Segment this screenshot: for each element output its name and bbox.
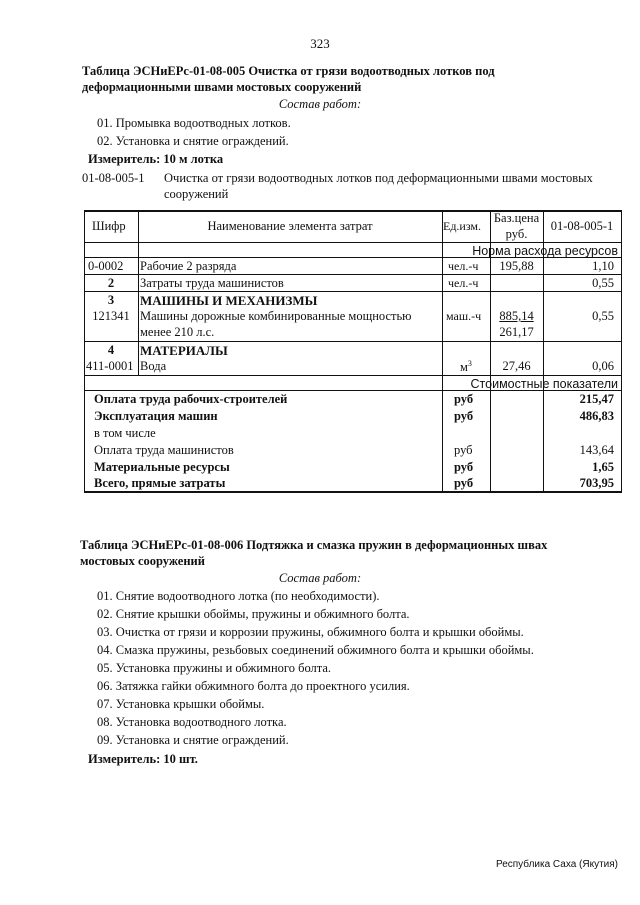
- table1-description-line2: сооружений: [164, 187, 229, 201]
- row-value: 0,55: [592, 309, 614, 323]
- table2-work-item: 04. Смазка пружины, резьбовых соединений обжимного болта и крышки обоймы.: [97, 643, 534, 657]
- cost-value: 143,64: [579, 443, 614, 457]
- row-name: Затраты труда машинистов: [140, 276, 284, 290]
- table-rule: [84, 291, 622, 292]
- cost-name: Эксплуатация машин: [94, 409, 218, 423]
- header-code: Шифр: [92, 219, 126, 233]
- norm-subheader: Норма расхода ресурсов: [472, 244, 618, 258]
- footer-region: Республика Саха (Якутия): [495, 859, 618, 870]
- table2-work-item: 06. Затяжка гайки обжимного болта до проектного усилия.: [97, 679, 410, 693]
- row-unit: чел.-ч: [448, 259, 479, 273]
- table-rule: [84, 274, 622, 275]
- row-price-line2: 261,17: [499, 325, 534, 339]
- table2-work-item: 03. Очистка от грязи и коррозии пружины, обжимного болта и крышки обоймы.: [97, 625, 524, 639]
- header-price-line1: Баз.цена: [493, 211, 540, 225]
- table-col-rule: [442, 210, 443, 493]
- row-price: 195,88: [499, 259, 534, 273]
- table1-work-item: 01. Промывка водоотводных лотков.: [97, 116, 291, 130]
- table1-description-line1: Очистка от грязи водоотводных лотков под деформационными швами мостовых: [164, 171, 593, 185]
- row-price: 27,46: [502, 359, 531, 373]
- table1-caption-line2: деформационными швами мостовых сооружений: [82, 80, 362, 94]
- table2-work-item: 08. Установка водоотводного лотка.: [97, 715, 287, 729]
- cost-name: Оплата труда машинистов: [94, 443, 234, 457]
- table-col-rule: [138, 210, 139, 376]
- table1-work-item: 02. Установка и снятие ограждений.: [97, 134, 289, 148]
- header-norm: 01-08-005-1: [550, 219, 614, 233]
- cost-value: 1,65: [592, 460, 614, 474]
- cost-unit: руб: [454, 460, 474, 474]
- table1-sostav-heading: Состав работ:: [278, 97, 362, 111]
- row-unit: $м^3$: [460, 359, 472, 375]
- table2-caption-line1: Таблица ЭСНиЕРс-01-08-006 Подтяжка и смазка пружин в деформационных швах: [80, 538, 548, 552]
- table1-code: 01-08-005-1: [82, 171, 145, 185]
- row-code: 2: [107, 276, 115, 290]
- cost-name: в том числе: [94, 426, 156, 440]
- row-name-line1: Машины дорожные комбинированные мощностью: [140, 309, 412, 323]
- section-code: 4: [107, 343, 115, 357]
- header-price-line2: руб.: [505, 227, 528, 241]
- cost-name: Всего, прямые затраты: [94, 476, 226, 490]
- row-price-line1: 885,14: [499, 309, 534, 323]
- cost-value: 703,95: [579, 476, 614, 490]
- cost-value: 486,83: [579, 409, 614, 423]
- cost-name: Оплата труда рабочих-строителей: [94, 392, 288, 406]
- section-code: 3: [107, 293, 115, 307]
- cost-name: Материальные ресурсы: [94, 460, 230, 474]
- header-name: Наименование элемента затрат: [207, 219, 373, 233]
- table2-work-item: 02. Снятие крышки обоймы, пружины и обжимного болта.: [97, 607, 410, 621]
- row-name-line2: менее 210 л.с.: [140, 325, 215, 339]
- table2-work-item: 01. Снятие водоотводного лотка (по необходимости).: [97, 589, 380, 603]
- row-value: 1,10: [592, 259, 614, 273]
- row-value: 0,55: [592, 276, 614, 290]
- table2-sostav-heading: Состав работ:: [278, 571, 362, 585]
- cost-value: 215,47: [579, 392, 614, 406]
- section-title: МАШИНЫ И МЕХАНИЗМЫ: [140, 293, 318, 308]
- row-code: 0-0002: [88, 259, 124, 273]
- table2-caption-line2: мостовых сооружений: [80, 554, 205, 568]
- section-title: МАТЕРИАЛЫ: [140, 343, 228, 358]
- page-number: 323: [310, 36, 330, 51]
- table-rule: [84, 242, 622, 243]
- row-unit: маш.-ч: [446, 309, 482, 323]
- cost-unit: руб: [454, 409, 474, 423]
- table1-caption-line1: Таблица ЭСНиЕРс-01-08-005 Очистка от грязи водоотводных лотков под: [82, 64, 495, 78]
- cost-unit: руб: [454, 392, 474, 406]
- row-name: Вода: [140, 359, 167, 373]
- table-rule: [84, 375, 622, 376]
- table2-work-item: 07. Установка крышки обоймы.: [97, 697, 265, 711]
- table-border-right: [621, 210, 622, 493]
- table-rule: [84, 341, 622, 342]
- cost-unit: руб: [454, 476, 474, 490]
- resource-table: [84, 210, 622, 493]
- table-border-bottom: [84, 491, 622, 493]
- table2-measure: Измеритель: 10 шт.: [88, 752, 198, 766]
- row-unit-superscript: 3: [467, 359, 472, 368]
- row-unit: чел.-ч: [448, 276, 479, 290]
- cost-subheader: Стоимостные показатели: [470, 377, 618, 391]
- row-value: 0,06: [592, 359, 614, 373]
- table2-work-item: 05. Установка пружины и обжимного болта.: [97, 661, 332, 675]
- row-code: 121341: [92, 309, 130, 323]
- cost-unit: руб: [454, 443, 473, 457]
- table1-measure: Измеритель: 10 м лотка: [88, 152, 224, 166]
- row-name: Рабочие 2 разряда: [140, 259, 237, 273]
- row-code: 411-0001: [86, 359, 134, 373]
- table2-work-item: 09. Установка и снятие ограждений.: [97, 733, 289, 747]
- header-unit: Ед.изм.: [443, 219, 482, 233]
